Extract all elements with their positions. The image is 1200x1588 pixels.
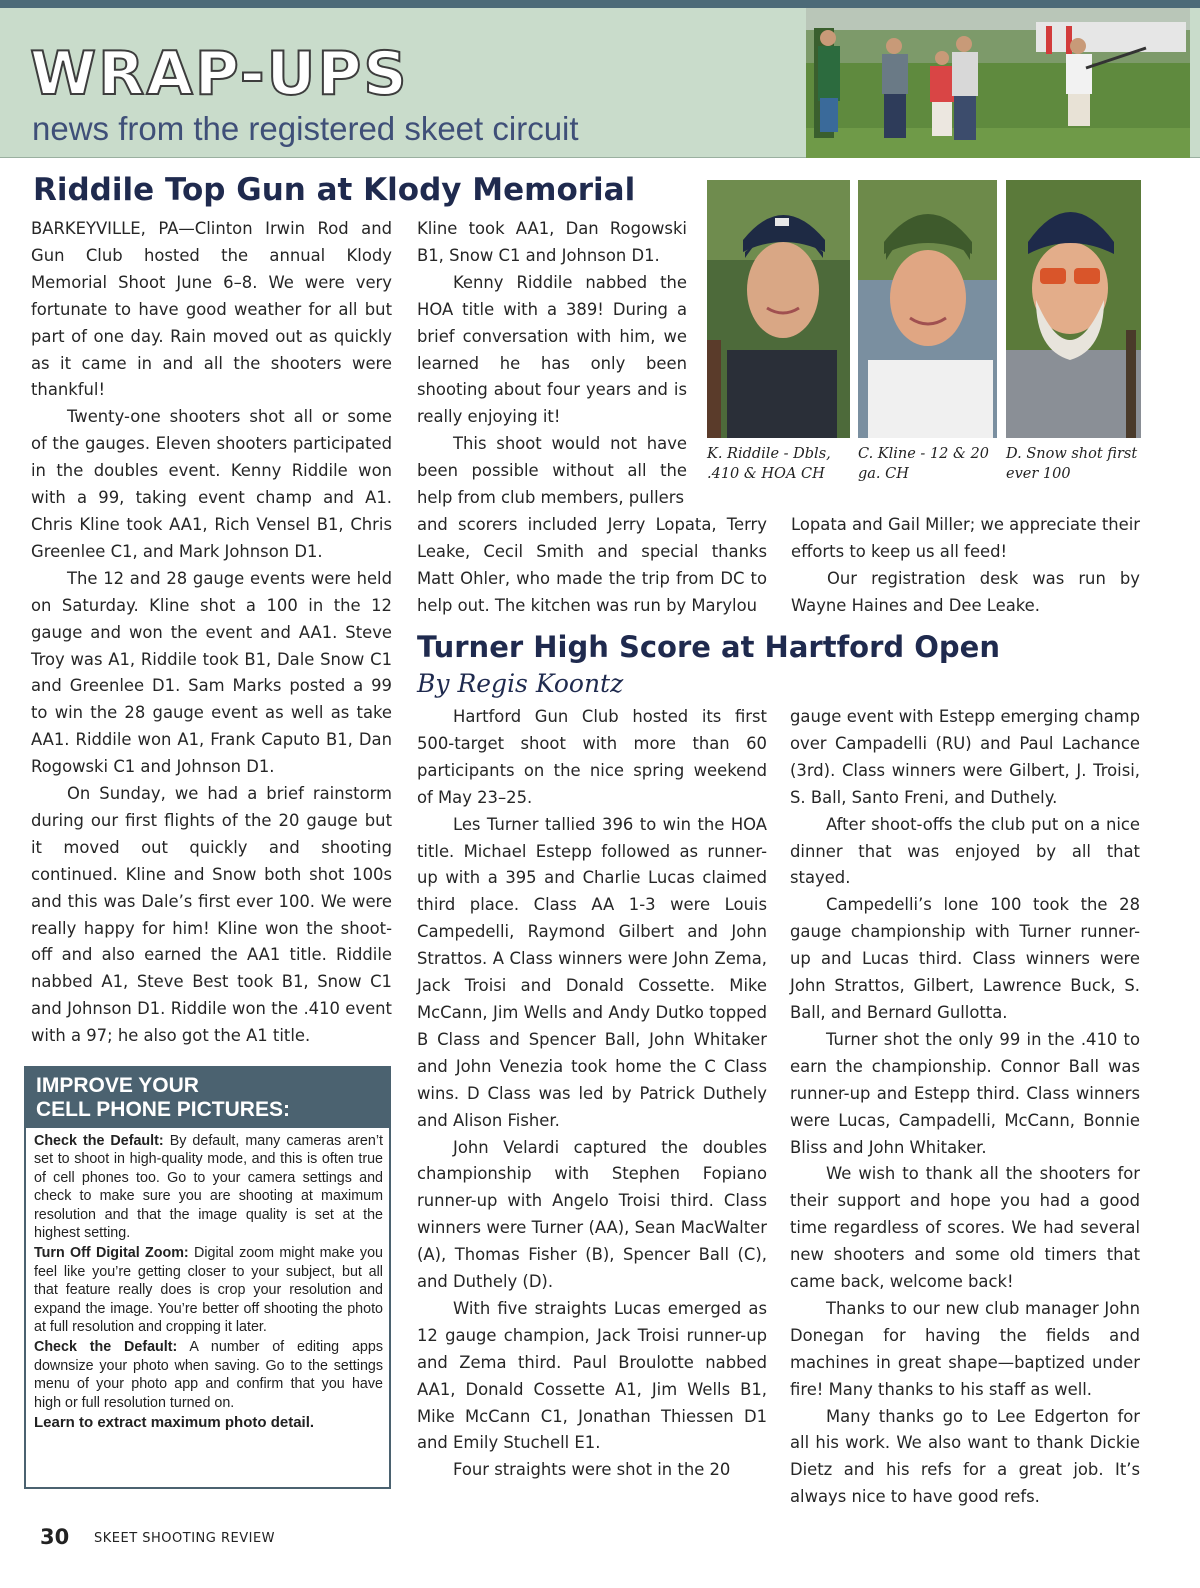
tip-label: Check the Default: xyxy=(34,1339,178,1356)
banner-title: WRAP-UPS xyxy=(30,39,409,109)
top-rule xyxy=(0,0,1200,8)
article2-paragraph: gauge event with Estepp emerging champ over Campadelli (RU) and Paul Lachance (3rd). Class winners were Gilbert, J. Troisi, S. Ball, Santo Freni, and Duthely. xyxy=(790,707,1140,807)
article1-column2 xyxy=(417,216,687,512)
tip-item xyxy=(34,1338,383,1412)
article1-paragraph: On Sunday, we had a brief rainstorm during our first flights of the 20 gauge but it moved out quickly and shooting continued. Kline and Snow both shot 100s and this was Dale’s first ever 100. We were really happy for him! Kline won the shoot-off and also earned the AA1 title. Riddile nabbed A1, Steve Best took B1, Snow C1 and Johnson D1. Riddile won the .410 event with a 97; he also got the A1 title. xyxy=(31,784,392,1046)
tips-heading-line2: CELL PHONE PICTURES: xyxy=(36,1098,290,1121)
tip-item xyxy=(34,1244,383,1336)
photo-tips-box xyxy=(24,1066,391,1489)
article1-paragraph: Kenny Riddile nabbed the HOA title with a 389! During a brief conversation with him, we learned he has only been shooting about four years and is really enjoying it! xyxy=(417,272,687,427)
article1-paragraph: BARKEYVILLE, PA—Clinton Irwin Rod and Gun Club hosted the annual Klody Memorial Shoot June 6–8. We were very fortunate to have good weather for all but part of one day. Rain moved out as quickly as it came in and all the shooters were thankful! xyxy=(31,219,392,400)
tip-text: By default, many cameras aren’t set to shoot in high-quality mode, and this is often true of cell phones too. Go to your camera settings and check to make sure you are shooting at maximum resolution and that the image quality is set at the highest setting. xyxy=(34,1133,383,1242)
magazine-name: SKEET SHOOTING REVIEW xyxy=(94,1531,276,1546)
portrait-riddile xyxy=(707,180,850,438)
article2-paragraph: John Velardi captured the doubles championship with Stephen Fopiano runner-up with Angelo Troisi third. Class winners were Turner (AA), Sean MacWalter (A), Thomas Fisher (B), Spencer Ball (C), and Duthely (D). xyxy=(417,1137,767,1292)
article2-paragraph: Thanks to our new club manager John Donegan for having the fields and machines in great shape—baptized under fire! Many thanks to his staff as well. xyxy=(790,1298,1140,1399)
article1-column1 xyxy=(31,216,392,1050)
article1-paragraph: Our registration desk was run by Wayne Haines and Dee Leake. xyxy=(791,568,1140,615)
article1-paragraph: This shoot would not have been possible without all the help from club members, pullers xyxy=(417,434,687,508)
article2-headline: Turner High Score at Hartford Open xyxy=(417,630,1000,664)
portrait-snow xyxy=(1006,180,1141,438)
article2-paragraph: Turner shot the only 99 in the .410 to earn the championship. Connor Ball was runner-up and Estepp third. Class winners were Lucas, Campadelli, McCann, Bonnie Bliss and John Whitaker. xyxy=(790,1029,1140,1157)
tips-footer: Learn to extract maximum photo detail. xyxy=(34,1414,315,1432)
tip-label: Check the Default: xyxy=(34,1133,164,1149)
article1-paragraph: Lopata and Gail Miller; we appreciate their efforts to keep us all feed! xyxy=(791,515,1141,561)
page-number: 30 xyxy=(40,1525,70,1549)
article1-column2-continued xyxy=(417,512,767,620)
article2-paragraph: With five straights Lucas emerged as 12 gauge champion, Jack Troisi runner-up and Zema third. Paul Broulotte nabbed AA1, Donald Cossette A1, Jim Wells B1, Mike McCann C1, Jonathan Thiessen D1 and Emily Stuchell E1. xyxy=(417,1298,767,1453)
article2-paragraph: Les Turner tallied 396 to win the HOA title. Michael Estepp followed as runner-up with a 395 and Charlie Lucas claimed third place. Class AA 1-3 were Louis Campedelli, Raymond Gilbert and John Strattos. A Class winners were John Zema, Jack Troisi and Donald Cossette. Mike McCann, Jim Wells and Andy Dutko topped B Class and Spencer Ball, John Whitaker and John Venezia took home the C Class wins. D Class was led by Patrick Duthely and Alison Fisher. xyxy=(417,814,767,1130)
article1-paragraph: The 12 and 28 gauge events were held on Saturday. Kline shot a 100 in the 12 gauge and won the event and AA1. Steve Troy was A1, Riddile took B1, Dale Snow C1 and Greenlee D1. Sam Marks posted a 99 to win the 28 gauge event as well as take AA1. Riddile won A1, Frank Caputo B1, Dan Rogowski C1 and Johnson D1. xyxy=(31,568,392,777)
tip-text: Digital zoom might make you feel like you’re getting closer to your subject, but all that feature really does is crop your resolution and expand the image. You’re better off shooting the photo at full resolution and cropping it later. xyxy=(34,1245,383,1336)
tip-label: Turn Off Digital Zoom: xyxy=(34,1245,189,1262)
article2-paragraph: Four straights were shot in the 20 xyxy=(453,1460,731,1480)
article2-column2 xyxy=(790,704,1140,1511)
article2-paragraph: We wish to thank all the shooters for their support and hope you had a good time regardless of scores. We had several new shooters and some old timers that came back, welcome back! xyxy=(790,1164,1140,1292)
tips-heading-line1: IMPROVE YOUR xyxy=(36,1074,199,1097)
article1-column3 xyxy=(791,512,1140,620)
tip-item xyxy=(34,1132,383,1242)
tips-body xyxy=(26,1128,389,1433)
article1-paragraph: Twenty-one shooters shot all or some of the gauges. Eleven shooters participated in the doubles event. Kenny Riddile won with a 99, taking event champ and A1. Chris Kline took AA1, Rich Vensel B1, Chris Greenlee C1, and Mark Johnson D1. xyxy=(31,407,392,561)
article2-byline: By Regis Koontz xyxy=(417,669,624,698)
banner-photo xyxy=(806,8,1190,158)
caption-riddile: K. Riddile - Dbls, .410 & HOA CH xyxy=(707,446,831,482)
article2-paragraph: Campedelli’s lone 100 took the 28 gauge championship with Turner runner-up and Lucas third. Class winners were John Strattos, Gilbert, Lawrence Buck, S. Ball, and Bernard Gullotta. xyxy=(790,895,1140,1022)
tip-text: A number of editing apps downsize your photo when saving. Go to the settings menu of your photo app and confirm that you have high or full resolution turned on. xyxy=(34,1339,383,1411)
tips-heading xyxy=(26,1068,389,1128)
caption-snow: D. Snow shot first ever 100 xyxy=(1006,446,1138,482)
article1-paragraph: Kline took AA1, Dan Rogowski B1, Snow C1 and Johnson D1. xyxy=(417,219,687,265)
article2-paragraph: Many thanks go to Lee Edgerton for all his work. We also want to thank Dickie Dietz and his refs for a great job. It’s always nice to have good refs. xyxy=(790,1406,1140,1507)
caption-kline: C. Kline - 12 & 20 ga. CH xyxy=(858,446,989,482)
article2-column1 xyxy=(417,704,767,1484)
article2-paragraph: After shoot-offs the club put on a nice dinner that was enjoyed by all that stayed. xyxy=(790,814,1140,888)
portrait-kline xyxy=(858,180,997,438)
article1-paragraph: and scorers included Jerry Lopata, Terry Leake, Cecil Smith and special thanks Matt Ohler, who made the trip from DC to help out. The kitchen was run by Marylou xyxy=(417,515,767,615)
banner-subtitle: news from the registered skeet circuit xyxy=(32,110,579,147)
article1-headline: Riddile Top Gun at Klody Memorial xyxy=(33,172,636,208)
article2-paragraph: Hartford Gun Club hosted its first 500-target shoot with more than 60 participants on the nice spring weekend of May 23–25. xyxy=(417,707,767,807)
